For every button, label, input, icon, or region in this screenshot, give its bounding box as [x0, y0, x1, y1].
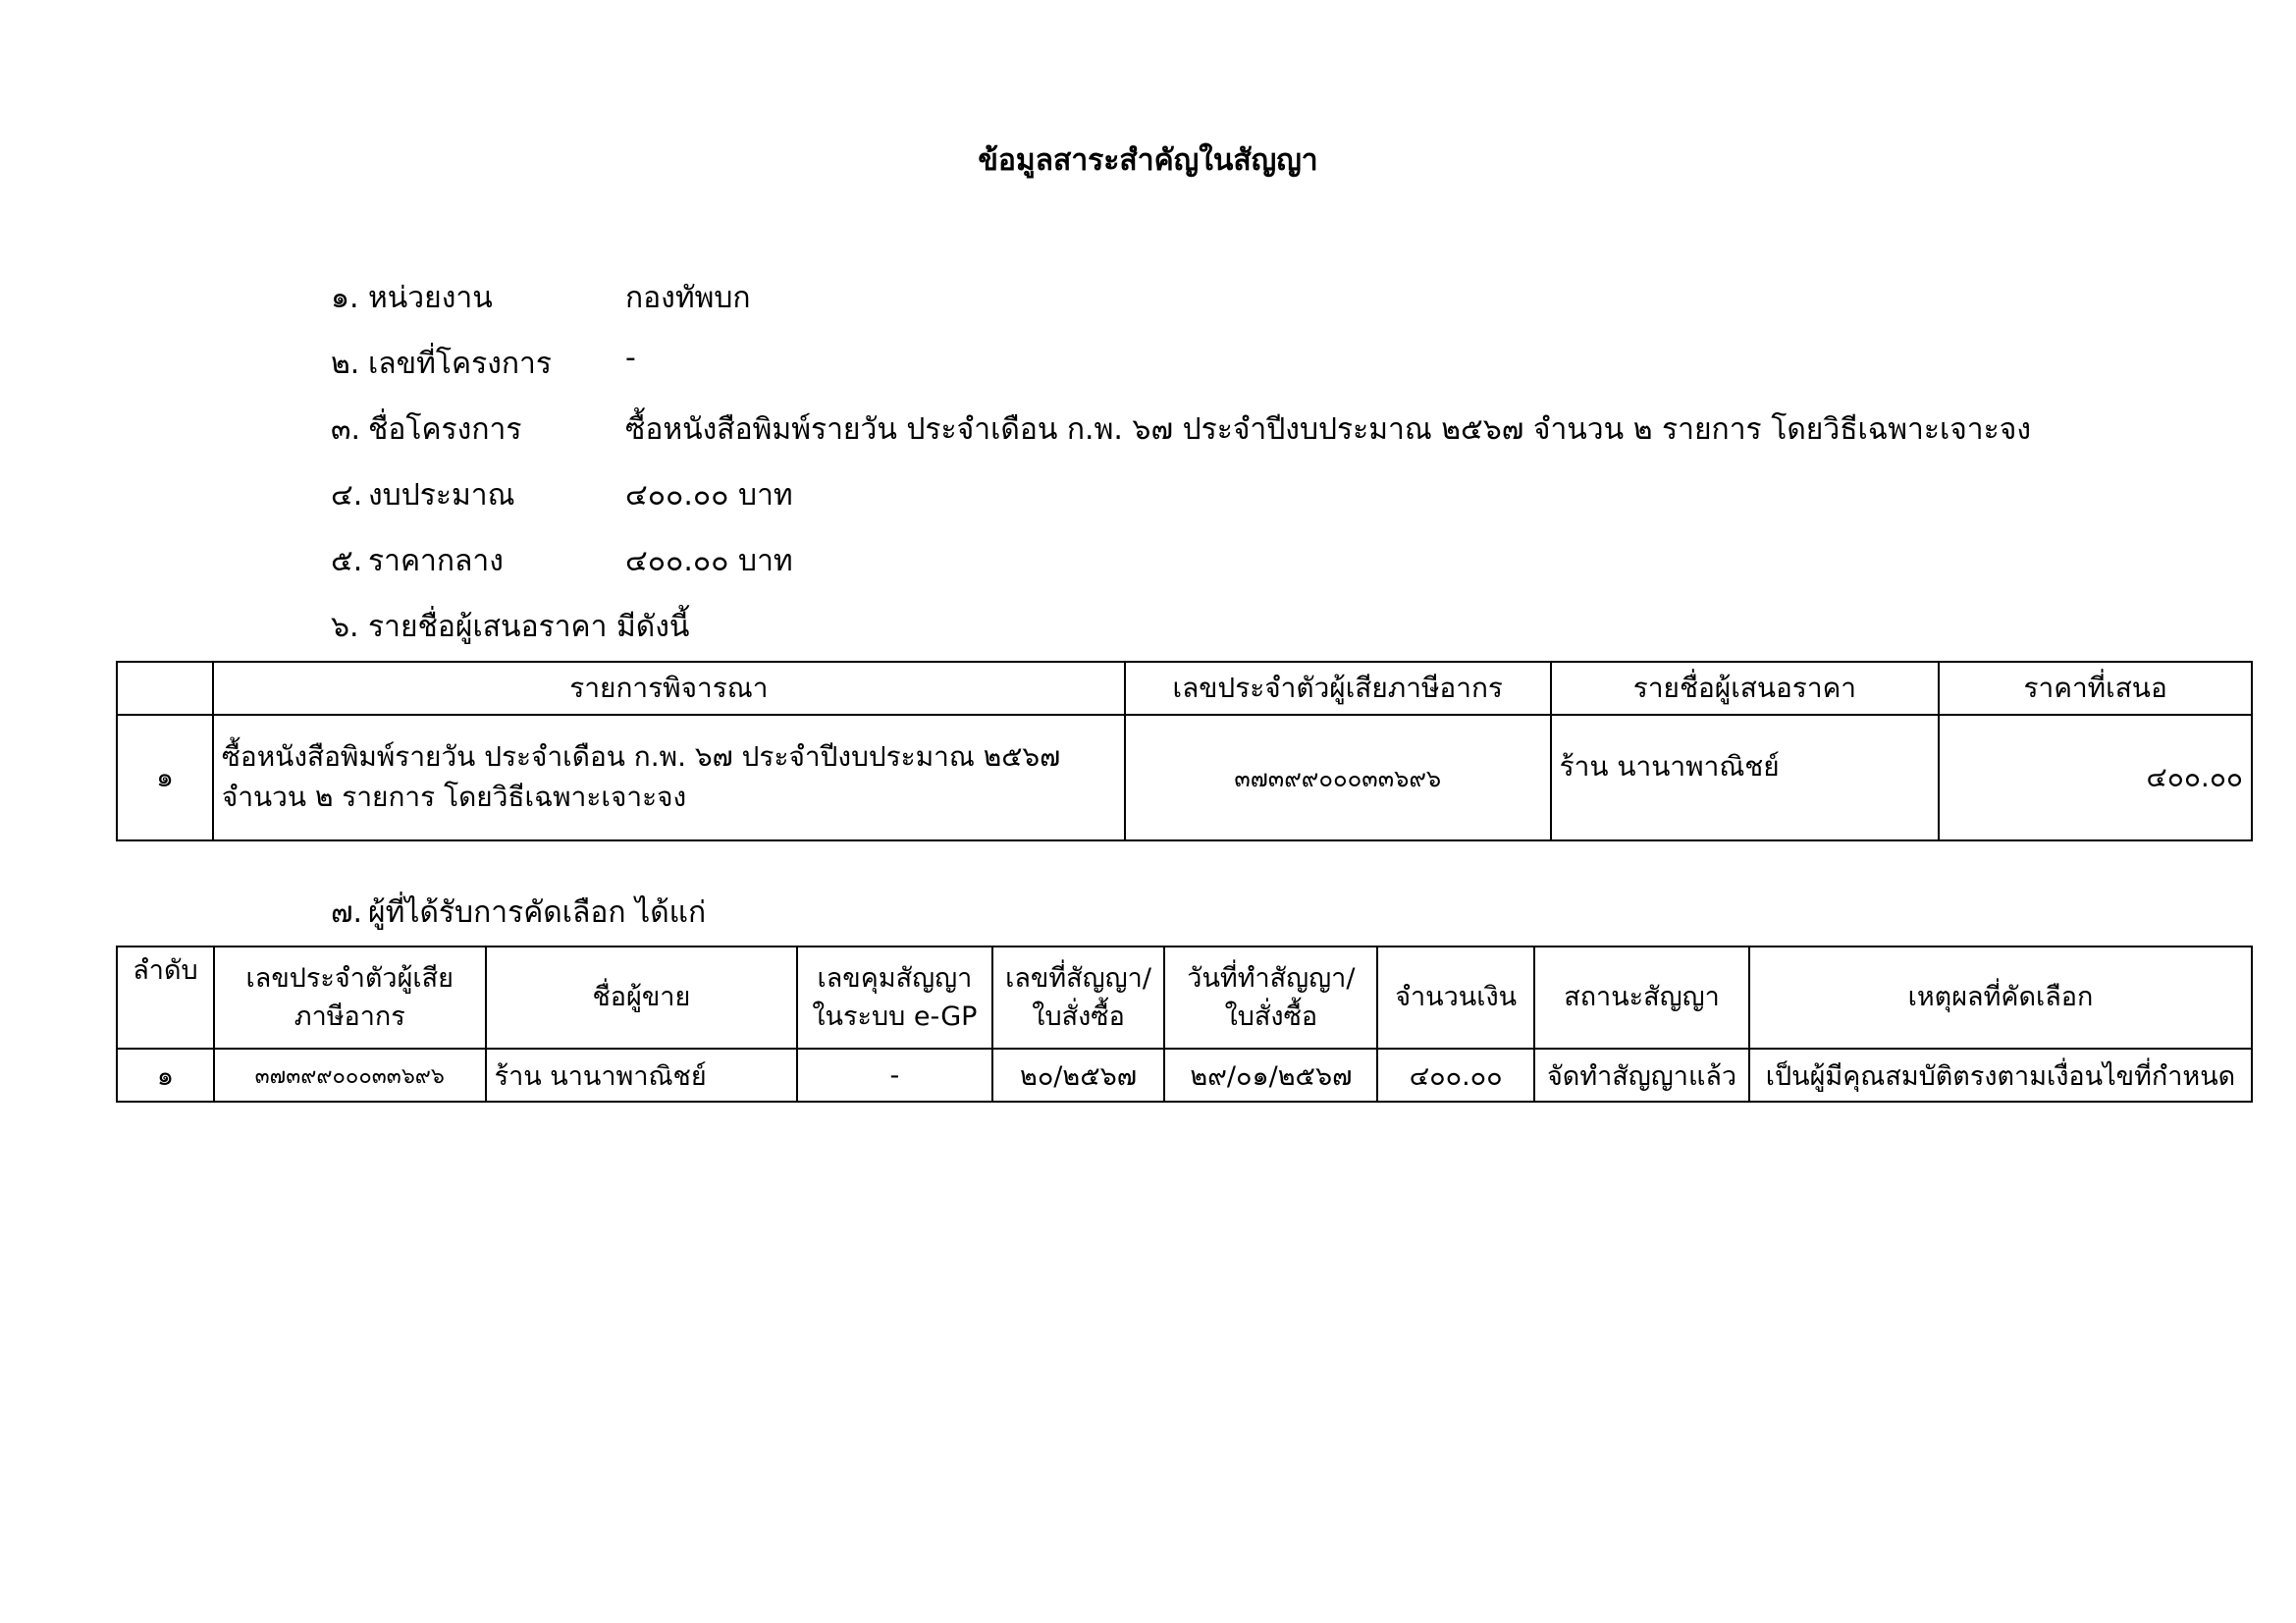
- row-order: ๑: [117, 1049, 214, 1102]
- item-project-name: [331, 406, 2031, 453]
- item-label: ราคากลาง: [368, 544, 504, 578]
- header-amount: จำนวนเงิน: [1377, 947, 1534, 1049]
- table-row: [117, 1049, 2252, 1102]
- row-price: ๔๐๐.๐๐: [1939, 715, 2252, 840]
- item-label: หน่วยงาน: [368, 281, 493, 315]
- header-contract-no: [992, 947, 1165, 1049]
- header-seller: ชื่อผู้ขาย: [486, 947, 798, 1049]
- header-contract-date-line2: ใบสั่งซื้อ: [1224, 1001, 1318, 1032]
- row-item-line2: จำนวน ๒ รายการ โดยวิธีเฉพาะเจาะจง: [221, 781, 687, 813]
- header-egp-line2: ในระบบ e-GP: [812, 1001, 978, 1032]
- row-contract-no: ๒๐/๒๕๖๗: [992, 1049, 1165, 1102]
- item-number: ๒.: [331, 347, 360, 381]
- table-header-row: [117, 662, 2252, 715]
- row-item: [213, 715, 1125, 840]
- header-status: สถานะสัญญา: [1534, 947, 1749, 1049]
- header-contract-no-line1: เลขที่สัญญา/: [1005, 962, 1151, 994]
- row-tax-id: ๓๗๓๙๙๐๐๐๓๓๖๙๖: [214, 1049, 486, 1102]
- row-bidder: ร้าน นานาพาณิชย์: [1551, 715, 1940, 840]
- item-project-number: [331, 341, 636, 387]
- header-egp-line1: เลขคุมสัญญา: [817, 962, 973, 994]
- row-status: จัดทำสัญญาแล้ว: [1534, 1049, 1749, 1102]
- item-value: ๔๐๐.๐๐ บาท: [625, 478, 793, 513]
- row-egp: -: [797, 1049, 991, 1102]
- item-selected-heading: [331, 890, 706, 936]
- table-row: [117, 715, 2252, 840]
- item-value: ๔๐๐.๐๐ บาท: [625, 544, 793, 578]
- item-number: ๗.: [331, 895, 363, 930]
- item-number: ๕.: [331, 544, 363, 578]
- item-number: ๑.: [331, 281, 359, 315]
- item-label: เลขที่โครงการ: [368, 347, 552, 381]
- header-tax-id-line2: ภาษีอากร: [294, 1001, 405, 1032]
- item-median-price: [331, 538, 793, 584]
- item-value: ซื้อหนังสือพิมพ์รายวัน ประจำเดือน ก.พ. ๖๗ ประจำปีงบประมาณ ๒๕๖๗ จำนวน ๒ รายการ โดยวิธีเฉพาะเจาะจง: [625, 412, 2031, 447]
- bidders-table: [116, 661, 2253, 841]
- row-amount: ๔๐๐.๐๐: [1377, 1049, 1534, 1102]
- header-tax-id: [214, 947, 486, 1049]
- item-budget: [331, 472, 793, 518]
- row-seller: ร้าน นานาพาณิชย์: [486, 1049, 798, 1102]
- item-label: ผู้ที่ได้รับการคัดเลือก ได้แก่: [368, 895, 707, 930]
- header-egp: [797, 947, 991, 1049]
- header-bidder: รายชื่อผู้เสนอราคา: [1551, 662, 1940, 715]
- row-number: ๑: [117, 715, 213, 840]
- item-number: ๔.: [331, 478, 363, 513]
- selected-table: [116, 946, 2253, 1103]
- header-index: [117, 662, 213, 715]
- header-tax-id-line1: เลขประจำตัวผู้เสีย: [245, 962, 454, 994]
- item-value: กองทัพบก: [625, 281, 751, 315]
- item-number: ๓.: [331, 412, 361, 447]
- item-agency: [331, 275, 751, 321]
- header-item: รายการพิจารณา: [213, 662, 1125, 715]
- item-number: ๖.: [331, 610, 359, 644]
- table-header-row: [117, 947, 2252, 1049]
- header-reason: เหตุผลที่คัดเลือก: [1749, 947, 2252, 1049]
- header-order: ลำดับ: [117, 947, 214, 1049]
- row-contract-date: ๒๙/๐๑/๒๕๖๗: [1164, 1049, 1377, 1102]
- row-item-line1: ซื้อหนังสือพิมพ์รายวัน ประจำเดือน ก.พ. ๖๗ ประจำปีงบประมาณ ๒๕๖๗: [221, 740, 1061, 774]
- item-label: งบประมาณ: [368, 478, 515, 513]
- item-value: -: [625, 341, 636, 375]
- header-contract-date-line1: วันที่ทำสัญญา/: [1187, 962, 1356, 994]
- item-label: รายชื่อผู้เสนอราคา มีดังนี้: [368, 610, 690, 644]
- row-tax-id: ๓๗๓๙๙๐๐๐๓๓๖๙๖: [1125, 715, 1551, 840]
- header-contract-date: [1164, 947, 1377, 1049]
- header-tax-id: เลขประจำตัวผู้เสียภาษีอากร: [1125, 662, 1551, 715]
- item-bidders-heading: [331, 604, 689, 650]
- item-label: ชื่อโครงการ: [368, 412, 522, 447]
- header-price: ราคาที่เสนอ: [1939, 662, 2252, 715]
- row-reason: เป็นผู้มีคุณสมบัติตรงตามเงื่อนไขที่กำหนด: [1749, 1049, 2252, 1102]
- document-title: ข้อมูลสาระสำคัญในสัญญา: [978, 143, 1318, 178]
- header-contract-no-line2: ใบสั่งซื้อ: [1032, 1001, 1125, 1032]
